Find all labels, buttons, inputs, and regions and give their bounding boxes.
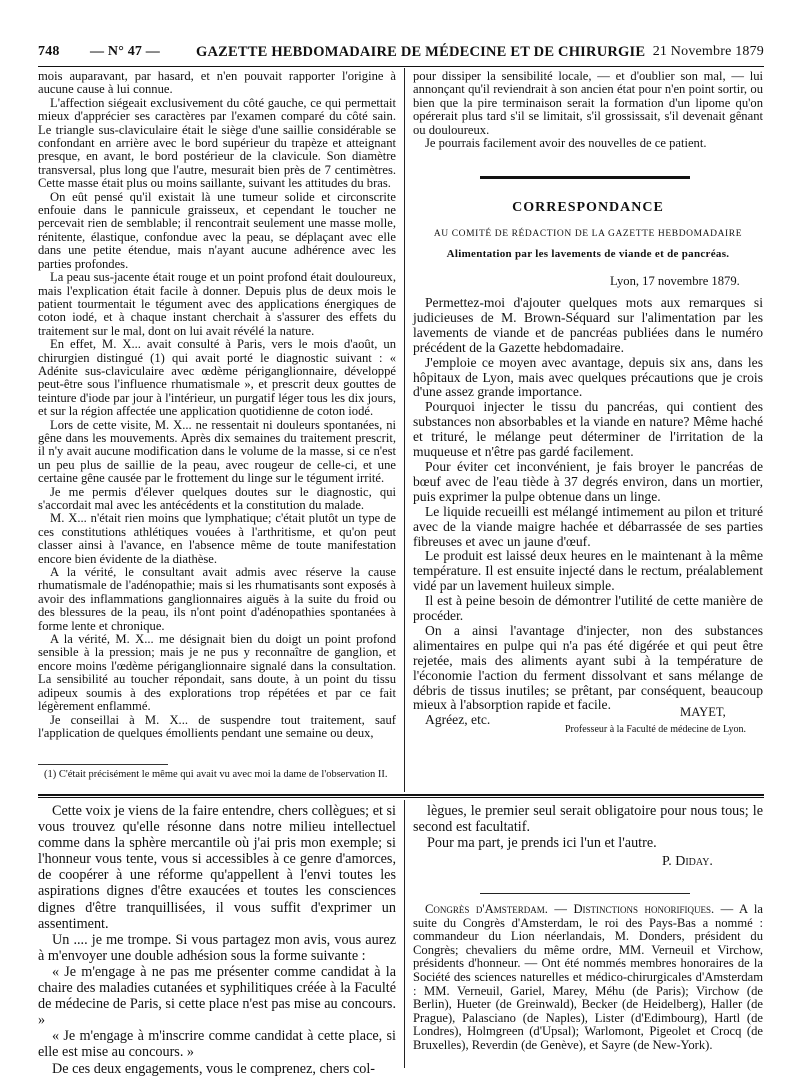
paragraph: « Je m'engage à ne pas me présenter comme candidat à la chaire des maladies cutanées et syphilitiques créée à la Faculté de médecine de Paris, si cette place n'est pas mise au concours. » (38, 963, 396, 1029)
right-column (413, 70, 763, 150)
paragraph: Pour éviter cet inconvénient, je fais broyer le pancréas de bœuf avec de l'eau tiède à 37 degrés environ, dans un mortier, puis exprimer la pulpe obtenue dans un linge. (413, 458, 763, 504)
place-date: Lyon, 17 novembre 1879. (610, 274, 740, 288)
paragraph: Agréez, etc. (425, 712, 491, 728)
section-rule-small (480, 893, 690, 894)
paragraph: Je pourrais facilement avoir des nouvelles de ce patient. (425, 136, 707, 151)
signature-diday: P. Diday. (662, 854, 713, 869)
correspondance-heading: Alimentation par les lavements de viande et de pancréas. (446, 248, 730, 260)
paragraph: pour dissiper la sensibilité locale, — et d'oublier son mal, — lui annonçant qu'il reviendrait à son ancien état pour n'en point sortir, ou bien que la pire terminaison serait la formation d'un lipome qu'on opérerait plus tard s'il se limitait, s'il grossissait, s'il devenait gênant ou douloureux. (413, 69, 763, 137)
paragraph: La peau sus-jacente était rouge et un point profond était douloureux, mais l'explication était facile à donner. Depuis plus de deux mois le patient tourmentait le tégument avec des applications énergiques de coton iodé, et à chaque instant cherchait à s'assurer des effets du traitement sur le mal, dont on lui avait révélé la nature. (38, 270, 396, 338)
paragraph: lègues, le premier seul serait obligatoire pour nous tous; le second est facultatif. (413, 803, 763, 836)
bottom-left-column (38, 803, 396, 1077)
congres-lead: Congrès d'Amsterdam. — Distinctions honorifiques. (425, 902, 715, 916)
journal-title: GAZETTE HEBDOMADAIRE DE MÉDECINE ET DE CHIRURGIE (196, 44, 646, 60)
footnote: (1) C'était précisément le même qui avait vu avec moi la dame de l'observation II. (44, 769, 388, 780)
paragraph: Lors de cette visite, M. X... ne ressentait ni douleurs spontanées, ni gêne dans les mouvements. Après dix semaines du traitement prescrit, il n'y avait aucune modification dans le volume de la masse, si ce n'est un peu plus de saillie de la peau, avec rougeur de celle-ci, et une certaine gêne causée par le frottement du linge sur le tégument irrité. (38, 417, 396, 486)
paragraph: Le liquide recueilli est mélangé intimement au pilon et trituré avec de la viande maigre hachée et débarrassée de ses parties fibreuses et avec un jaune d'œuf. (413, 503, 763, 549)
signature-title: Professeur à la Faculté de médecine de Lyon. (565, 724, 747, 735)
paragraph: Pourquoi injecter le tissu du pancréas, qui contient des substances non absorbables et la viande en nature? Même haché et trituré, le mélange peut déterminer de l'irritation de la muqueuse et n'être pas gardé facilement. (413, 399, 763, 460)
bottom-right-column (413, 803, 763, 851)
footnote-rule (38, 764, 168, 765)
paragraph: J'emploie ce moyen avec avantage, depuis six ans, dans les hôpitaux de Lyon, mais avec quelques précautions que je crois d'une assez grande importance. (413, 354, 763, 400)
signature-mayet: MAYET, (680, 705, 726, 719)
issue-date: 21 Novembre 1879 (652, 44, 764, 59)
paragraph: Cette voix je viens de la faire entendre, chers collègues; et si vous trouvez qu'elle résonne dans notre milieu intellectuel comme dans la sphère mercantile où j'ai pris mon exemple; si l'honneur vous tente, vous si accessibles à ce genre d'amorces, de coopérer à une réforme qu'appellent à l'envi toutes les aspirations dignes d'être exaucées et toutes les consciences dignes d'être tranquillisées, il vous suffit d'exprimer un assentiment. (38, 803, 396, 932)
section-divider (38, 794, 764, 796)
section-divider-thin (38, 797, 764, 798)
correspondance-body (413, 296, 763, 728)
congres-text: — A la suite du Congrès d'Amsterdam, le roi des Pays-Bas a nommé : commandeur du Lion néerlandais, M. Donders, président du Congrès; chevaliers du même ordre, MM. Verneuil et Virchow, présidents d'honneur. — Ont été nommés membres honoraires de la Société des sciences naturelles et médico-chirurgicales d'Amsterdam : MM. Verneuil, Gariel, Marey, Méhu (de Paris); Virchow (de Berlin), Hueter (de Greinwald), Becker (de Heidelberg), Haller (de Prague), Palasciano (de Naples), Lister (d'Edimbourg), Hartl (de Londres), Holmgreen (d'Upsal); Warlomont, Pigeolet et Crocq (de Bruxelles), Reverdin (de Genève), et Sayre (de New-York). (413, 902, 763, 1052)
paragraph: Pour ma part, je prends ici l'un et l'autre. (427, 835, 657, 852)
header-rule (38, 66, 764, 67)
paragraph: De ces deux engagements, vous le comprenez, chers col- (52, 1060, 376, 1077)
paragraph: En effet, M. X... avait consulté à Paris, vers le mois d'août, un chirurgien distingué (1) qui avait porté le diagnostic suivant : « Adénite sus-claviculaire avec œdème périganglionnaire, développé peut-être sous l'influence rhumatismale », et prescrit deux gouttes de teinture d'iode par jour à l'intérieur, un purgatif léger tous les dix jours, et sur la région affectée une application quotidienne de coton iodé. (38, 337, 396, 419)
paragraph: Je me permis d'élever quelques doutes sur le diagnostic, qui s'accordait mal avec les antécédents et la constitution du malade. (38, 484, 396, 512)
paragraph: On a ainsi l'avantage d'injecter, non des substances alimentaires en pulpe qui n'a pas été digérée et qui peut être rejetée, mais des aliments ayant subi à la température de l'économie l'action du ferment dissolvant et sans mélange de débris de tissus inutiles; se prêtant, par conséquent, beaucoup mieux à l'absorption rapide et facile. (413, 622, 763, 713)
page-header (38, 44, 764, 64)
page-number: 748 (38, 44, 60, 59)
correspondance-title: CORRESPONDANCE (512, 200, 664, 215)
section-rule (480, 176, 690, 179)
paragraph: Permettez-moi d'ajouter quelques mots aux remarques si judicieuses de M. Brown-Séquard sur l'alimentation par les lavements de viande et de pancréas publiées dans le numéro précédent de la Gazette hebdomadaire. (413, 295, 763, 355)
paragraph: A la vérité, M. X... me désignait bien du doigt un point profond sensible à la pression; mais je ne pus y reconnaître de ganglion, et encore moins l'œdème périganglionnaire signalé dans la consultation. La sensibilité au toucher répondait, sans doute, à un point du tissu adipeux soumis à des explorations trop répétées et par ce fait légèrement enflammé. (38, 632, 396, 714)
paragraph: Le produit est laissé deux heures en le maintenant à la même température. Il est ensuite injecté dans le rectum, préalablement vidé par un lavement huileux simple. (413, 548, 763, 594)
paragraph: M. X... n'était rien moins que lymphatique; c'était plutôt un type de ces constitutions athlétiques vouées à l'arthritisme, et qu'on peut classer ainsi à l'avance, en l'absence même de toute manifestation encore bien évidente de la diathèse. (38, 511, 396, 566)
paragraph: Il est à peine besoin de démontrer l'utilité de cette manière de procéder. (413, 593, 763, 624)
column-divider-bottom (404, 800, 405, 1068)
issue-number: — N° 47 — (90, 44, 161, 59)
paragraph: A la vérité, le consultant avait admis avec réserve la cause rhumatismale de l'adénopathie; mais si les rhumatisants sont exposés à avoir des inflammations ganglionnaires aiguës à la suite du froid ou des blessures de la peau, ils n'ont point d'adénopathies spontanées à forme lente et chronique. (38, 565, 396, 633)
paragraph: Un .... je me trompe. Si vous partagez mon avis, vous aurez à m'envoyer une double adhésion sous la forme suivante : (38, 931, 396, 964)
column-divider (404, 68, 405, 792)
paragraph: Je conseillai à M. X... de suspendre tout traitement, sauf l'application de quelques émollients pendant une semaine ou deux, (38, 712, 396, 740)
paragraph: On eût pensé qu'il existait là une tumeur solide et circonscrite enfouie dans le pannicule graisseux, et cependant le toucher ne percevait rien de semblable; il rencontrait seulement une masse molle, rénitente, élastique, confondue avec la peau, se déplaçant avec elle dans une petite étendue, mais n'ayant aucune adhérence avec les parties profondes. (38, 189, 396, 271)
paragraph: L'affection siégeait exclusivement du côté gauche, ce qui permettait mieux d'apprécier ses caractères par l'examen comparé du côté sain. Le triangle sus-claviculaire était le siège d'une saillie considérable se confondant en arrière avec le bord supérieur du trapèze et atteignant presque, en avant, le bord postérieur de la clavicule. Son diamètre transversal, plus long que l'autre, mesurait bien près de 7 centimètres. Cette masse était plus ou moins saillante, suivant les attitudes du bras. (38, 95, 396, 191)
congres-notice (413, 903, 763, 1053)
paragraph (413, 903, 763, 1053)
correspondance-subtitle: AU COMITÉ DE RÉDACTION DE LA GAZETTE HEBDOMADAIRE (433, 229, 743, 239)
left-column (38, 70, 396, 740)
paragraph: « Je m'engage à m'inscrire comme candidat à cette place, si elle est mise au concours. » (38, 1028, 396, 1061)
paragraph: mois auparavant, par hasard, et n'en pouvait rapporter l'origine à aucune cause à lui connue. (38, 69, 396, 97)
